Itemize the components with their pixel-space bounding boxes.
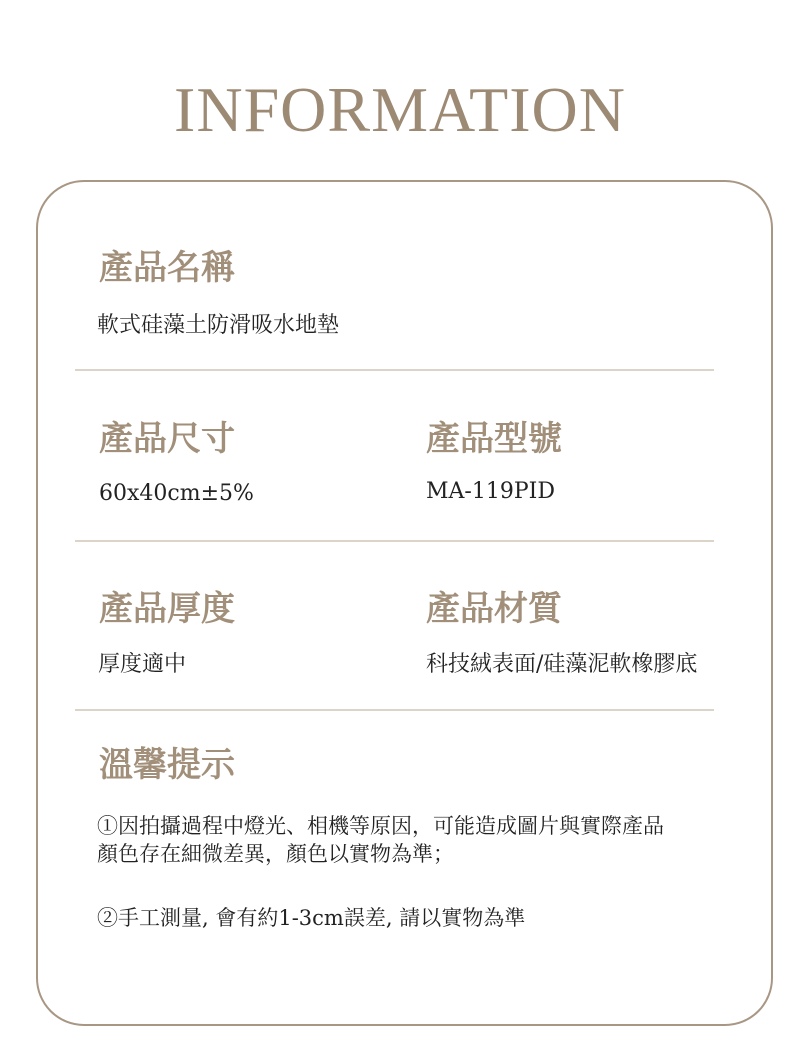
divider [75,540,714,542]
divider [75,709,714,711]
divider [75,369,714,371]
tips-note-1-line-1: ①因拍攝過程中燈光、相機等原因，可能造成圖片與實際產品 [97,814,664,838]
product-material-value: 科技絨表面/硅藻泥軟橡膠底 [426,652,698,677]
page-title: INFORMATION [174,74,626,145]
product-model-label: 產品型號 [426,419,562,459]
tips-label: 溫馨提示 [99,745,235,785]
tips-note-2-line: ②手工測量, 會有約1-3cm誤差, 請以實物為準 [97,906,526,930]
tips-note-2 [97,904,757,932]
product-size-value: 60x40cm±5% [99,481,254,506]
tips-note-1-line-2: 顏色存在細微差異，顏色以實物為準； [97,842,454,866]
product-thickness-label: 產品厚度 [99,589,235,629]
product-name-value: 軟式硅藻土防滑吸水地墊 [97,313,340,338]
product-name-label: 產品名稱 [99,248,235,288]
tips-note-1 [97,812,757,868]
product-thickness-value: 厚度適中 [98,652,187,677]
product-size-label: 產品尺寸 [99,419,235,459]
product-material-label: 產品材質 [426,589,562,629]
product-model-value: MA-119PID [426,479,555,504]
